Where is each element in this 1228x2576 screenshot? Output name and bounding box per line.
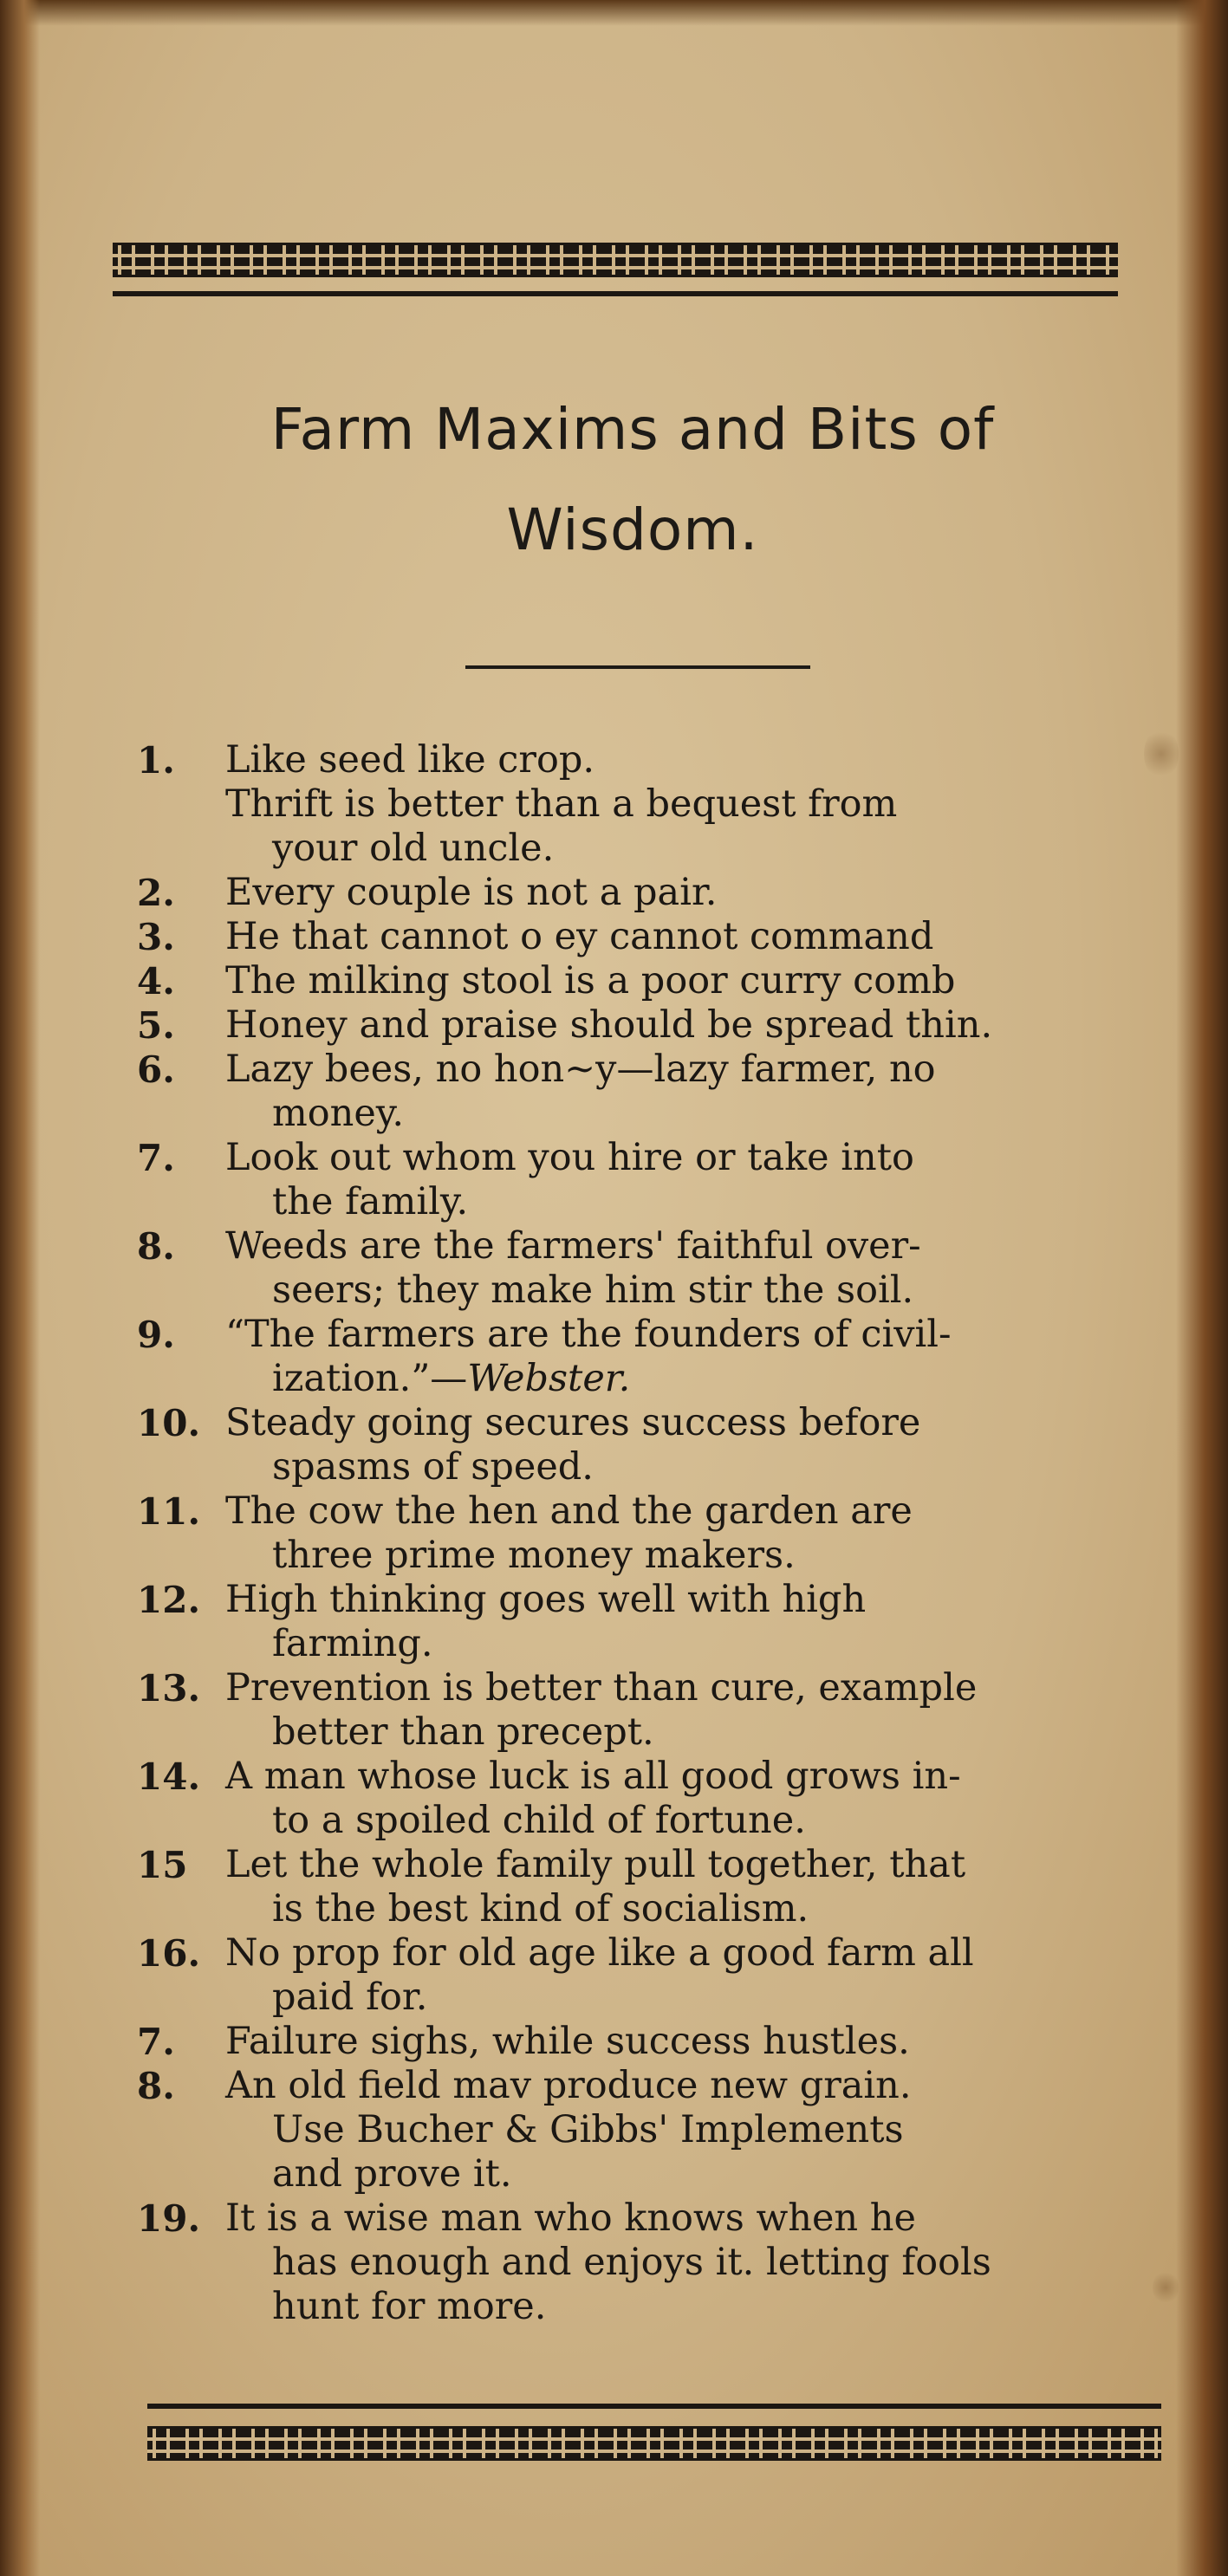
maxim-number: 8. xyxy=(137,2065,175,2107)
maxim-text-continued: your old uncle. xyxy=(272,827,555,870)
maxim-number: 13. xyxy=(137,1667,201,1710)
maxim-text: Look out whom you hire or take into xyxy=(225,1136,914,1179)
title-divider xyxy=(465,665,810,669)
maxims-list xyxy=(130,738,1153,2329)
maxim-text: Thrift is better than a bequest from xyxy=(225,782,898,826)
maxim-text: The cow the hen and the garden are xyxy=(225,1489,913,1533)
maxim-citation: Webster. xyxy=(467,1357,631,1400)
maxim-5 xyxy=(130,1003,1153,1048)
border-rule-bottom xyxy=(147,2404,1161,2409)
maxim-text-continued: three prime money makers. xyxy=(272,1534,796,1577)
title-line-2: Wisdom. xyxy=(506,496,759,563)
maxim-text-continued: has enough and enjoys it. letting fools xyxy=(272,2241,991,2284)
maxim-text: Let the whole family pull together, that xyxy=(225,1843,966,1886)
maxim-text-continued: farming. xyxy=(272,1622,433,1665)
maxim-text-continued: better than precept. xyxy=(272,1710,654,1754)
maxim-text: He that cannot o ey cannot command xyxy=(225,915,934,958)
maxim-number: 12. xyxy=(137,1579,201,1621)
maxim-text: Lazy bees, no hon~y—lazy farmer, no xyxy=(225,1048,936,1091)
maxim-text-continued: paid for. xyxy=(272,1976,428,2019)
maxim-number: 8. xyxy=(137,1225,175,1268)
maxim-8 xyxy=(130,1224,1153,1313)
maxim-text: “The farmers are the founders of civil- xyxy=(225,1313,952,1356)
maxim-number: 7. xyxy=(137,1137,175,1179)
maxim-text-continued: the family. xyxy=(272,1180,469,1223)
maxim-text: Every couple is not a pair. xyxy=(225,871,718,914)
maxim-15 xyxy=(130,1843,1153,1931)
maxim-text-continued: to a spoiled child of fortune. xyxy=(272,1799,806,1842)
maxim-text-continued: and prove it. xyxy=(272,2152,512,2196)
maxim-12 xyxy=(130,1578,1153,1666)
maxim-number: 19. xyxy=(137,2197,201,2240)
maxim-17 xyxy=(130,2020,1153,2064)
maxim-13 xyxy=(130,1666,1153,1755)
maxim-text: Like seed like crop. xyxy=(225,738,595,782)
maxim-text-continued: hunt for more. xyxy=(272,2285,547,2328)
maxim-text: Steady going secures success before xyxy=(225,1401,921,1444)
maxim-4 xyxy=(130,959,1153,1003)
maxim-18 xyxy=(130,2064,1153,2196)
maxim-number: 11. xyxy=(137,1490,201,1533)
maxim-number: 16. xyxy=(137,1932,201,1975)
maxim-text: A man whose luck is all good grows in- xyxy=(225,1755,961,1798)
maxim-1 xyxy=(130,738,1153,871)
maxim-text: No prop for old age like a good farm all xyxy=(225,1931,974,1975)
maxim-14 xyxy=(130,1755,1153,1843)
border-rule-top xyxy=(113,291,1118,296)
maxim-number: 2. xyxy=(137,872,175,914)
maxim-number: 5. xyxy=(137,1004,175,1047)
greek-key-border-top xyxy=(113,243,1118,277)
maxim-6 xyxy=(130,1048,1153,1136)
maxim-text-continued xyxy=(225,1357,1153,1401)
page-top-shadow xyxy=(0,0,1228,26)
maxim-number: 15 xyxy=(137,1844,188,1886)
maxim-number: 6. xyxy=(137,1048,175,1091)
maxim-2 xyxy=(130,871,1153,915)
maxim-number: 1. xyxy=(137,739,175,782)
title-line-1: Farm Maxims and Bits of xyxy=(270,396,995,463)
paper-stain xyxy=(1153,2270,1179,2305)
maxim-quote-end: ization.”— xyxy=(272,1357,468,1400)
maxim-text-continued: money. xyxy=(272,1092,405,1135)
maxim-number: 4. xyxy=(137,960,175,1002)
maxim-19 xyxy=(130,2196,1153,2329)
maxim-number: 10. xyxy=(137,1402,201,1444)
maxim-7 xyxy=(130,1136,1153,1224)
page-left-edge xyxy=(0,0,40,2576)
maxim-text-continued: is the best kind of socialism. xyxy=(272,1887,809,1930)
maxim-11 xyxy=(130,1489,1153,1578)
maxim-text: An old field mav produce new grain. xyxy=(225,2064,912,2107)
page-title xyxy=(113,380,1153,581)
maxim-text: The milking stool is a poor curry comb xyxy=(225,959,956,1002)
maxim-number: 14. xyxy=(137,1755,201,1798)
greek-key-border-bottom xyxy=(147,2426,1161,2461)
maxim-10 xyxy=(130,1401,1153,1489)
maxim-text-continued: seers; they make him stir the soil. xyxy=(272,1269,914,1312)
maxim-text: High thinking goes well with high xyxy=(225,1578,867,1621)
maxim-text: Weeds are the farmers' faithful over- xyxy=(225,1224,921,1268)
maxim-number: 3. xyxy=(137,916,175,958)
maxim-9 xyxy=(130,1313,1153,1401)
maxim-text-continued: spasms of speed. xyxy=(272,1445,594,1489)
maxim-text: Prevention is better than cure, example xyxy=(225,1666,978,1710)
page-right-edge xyxy=(1176,0,1228,2576)
maxim-text: It is a wise man who knows when he xyxy=(225,2196,916,2240)
maxim-number: 9. xyxy=(137,1314,175,1356)
maxim-3 xyxy=(130,915,1153,959)
paper-stain xyxy=(1144,728,1179,780)
maxim-text: Failure sighs, while success hustles. xyxy=(225,2020,910,2063)
maxim-text: Honey and praise should be spread thin. xyxy=(225,1003,993,1047)
maxim-text-continued: Use Bucher & Gibbs' Implements xyxy=(272,2108,904,2151)
maxim-number: 7. xyxy=(137,2021,175,2063)
maxim-16 xyxy=(130,1931,1153,2020)
